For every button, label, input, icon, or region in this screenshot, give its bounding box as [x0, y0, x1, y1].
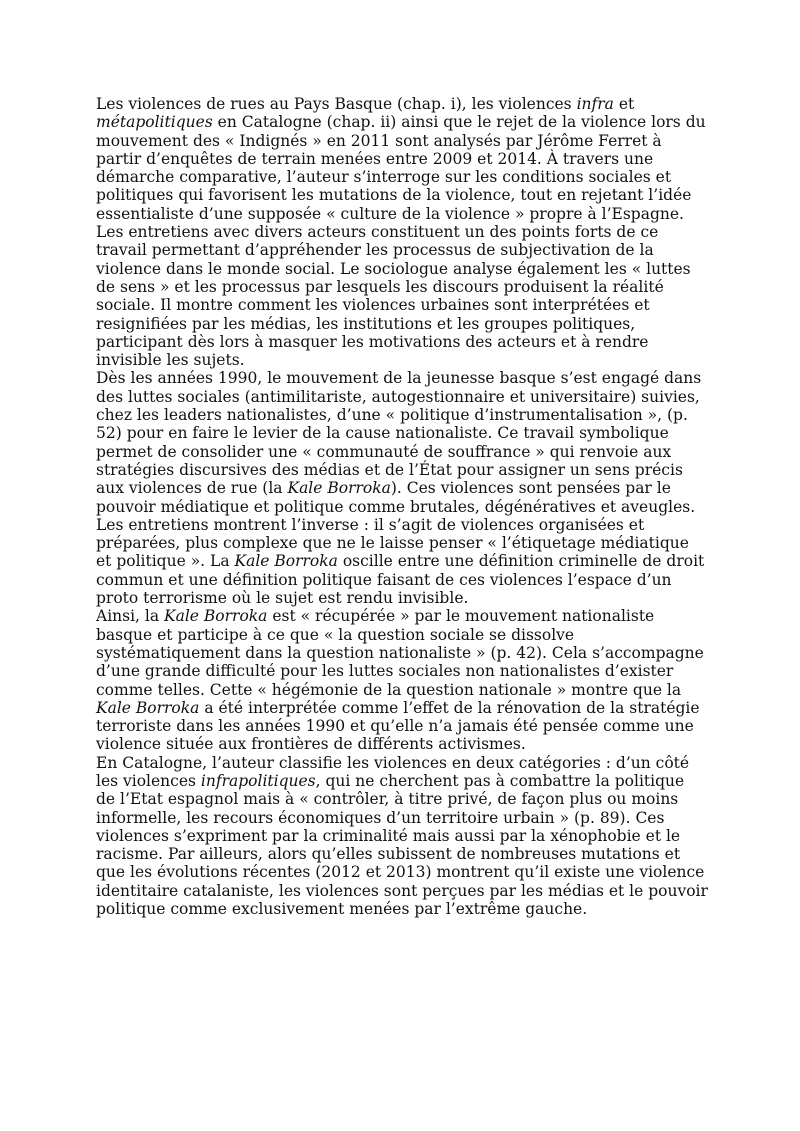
paragraph-1 — [96, 95, 708, 223]
text-run: Les violences de rues au Pays Basque (chap. i), les violences — [96, 95, 577, 113]
text-run: Les entretiens avec divers acteurs constituent un des points forts de ce travail permettant d’appréhender les processus de subjectivation de la violence dans le monde social. Le sociologue analyse également les « luttes de sens » et les processus par lesquels les discours produisent la réalité sociale. Il montre comment les violences urbaines sont interprétées et resignifiées par les médias, les institutions et les groupes politiques, participant dès lors à masquer les motivations des acteurs et à rendre invisible les sujets. — [96, 223, 691, 370]
italic-text: Kale Borroka — [164, 607, 268, 626]
italic-text: infrapolitiques — [200, 771, 316, 790]
text-run: a été interprétée comme l’effet de la rénovation de la stratégie terroriste dans les années 1990 et qu’elle n’a jamais été pensée comme une violence située aux frontières de différents activismes. — [96, 698, 700, 754]
text-run: , qui ne cherchent pas à combattre la politique de l’Etat espagnol mais à « contrôler, à titre privé, de façon plus ou moins informelle, les recours économiques d’un territoire urbain » (p. 89). Ces violences s’expriment par la criminalité mais aussi par la xénophobie et le racisme. Par ailleurs, alors qu’elles subissent de nombreuses mutations et que les évolutions récentes (2012 et 2013) montrent qu’il existe une violence identitaire catalaniste, les violences sont perçues par les médias et le pouvoir politique comme exclusivement menées par l’extrême gauche. — [96, 771, 708, 919]
text-run: et — [613, 95, 635, 113]
text-run: En Catalogne, l’auteur classifie les violences en deux catégories : d’un côté les violences — [96, 753, 690, 790]
text-run: ). Ces violences sont pensées par le pouvoir médiatique et politique comme brutales, dégénératives et aveugles. Les entretiens montrent l’inverse : il s’agit de violences organisées et préparées, plus complexe que ne le laisse penser « l’étiquetage médiatique et politique ». La — [96, 479, 696, 571]
text-run: oscille entre une définition criminelle de droit commun et une définition politique faisant de ces violences l’espace d’un proto terrorisme où le sujet est rendu invisible. — [96, 552, 705, 608]
text-run: Ainsi, la — [96, 607, 165, 626]
italic-text: métapolitiques — [96, 113, 213, 132]
italic-text: Kale Borroka — [96, 698, 200, 717]
paragraph-3 — [96, 369, 708, 607]
paragraph-4 — [96, 607, 708, 753]
paragraph-2 — [96, 223, 708, 369]
italic-text: infra — [576, 95, 614, 113]
italic-text: Kale Borroka — [234, 552, 338, 571]
italic-text: Kale Borroka — [287, 479, 391, 498]
text-run: en Catalogne (chap. ii) ainsi que le rejet de la violence lors du mouvement des « Indignés » en 2011 sont analysés par Jérôme Ferret à partir d’enquêtes de terrain menées entre 2009 et 2014. À travers une démarche comparative, l’auteur s’interroge sur les conditions sociales et politiques qui favorisent les mutations de la violence, tout en rejetant l’idée essentialiste d’une supposée « culture de la violence » propre à l’Espagne. — [96, 113, 706, 223]
document-body — [96, 95, 708, 918]
text-run: Dès les années 1990, le mouvement de la jeunesse basque s’est engagé dans des luttes sociales (antimilitariste, autogestionnaire et universitaire) suivies, chez les leaders nationalistes, d’une « politique d’instrumentalisation », (p. 52) pour en faire le levier de la cause nationaliste. Ce travail symbolique permet de consolider une « communauté de souffrance » qui renvoie aux stratégies discursives des médias et de l’État pour assigner un sens précis aux violences de rue (la — [96, 369, 702, 498]
text-run: est « récupérée » par le mouvement nationaliste basque et participe à ce que « la question sociale se dissolve systématiquement dans la question nationaliste » (p. 42). Cela s’accompagne d’une grande difficulté pour les luttes sociales non nationalistes d’exister comme telles. Cette « hégémonie de la question nationale » montre que la — [96, 607, 704, 699]
paragraph-5 — [96, 754, 708, 919]
